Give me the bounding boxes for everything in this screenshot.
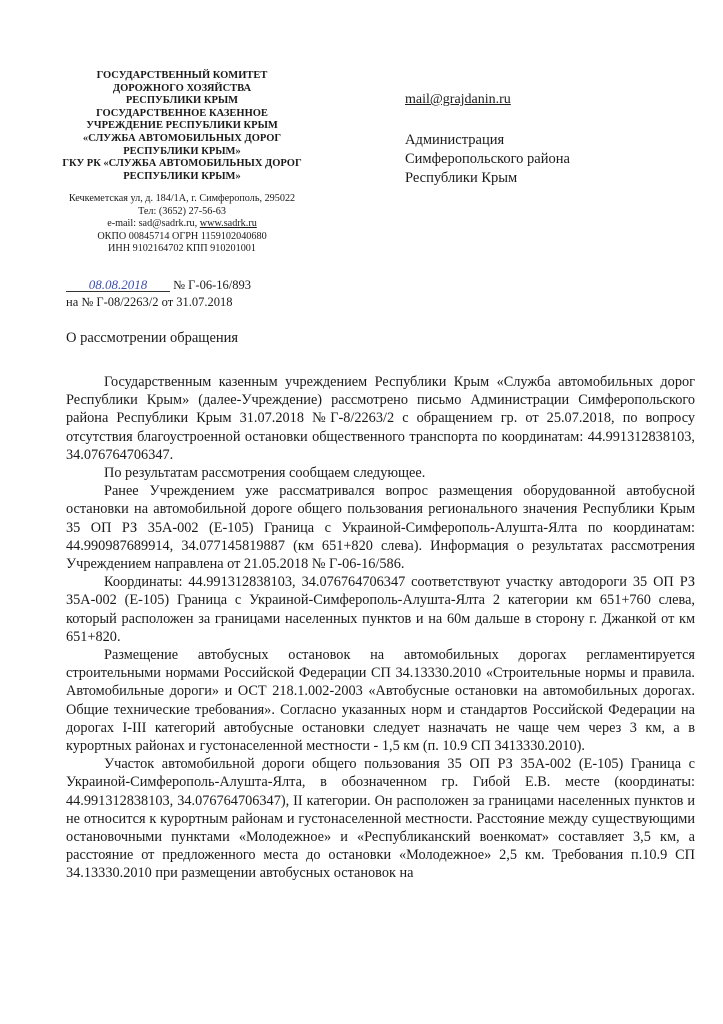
handwritten-date: 08.08.2018 xyxy=(66,278,170,292)
outgoing-number: № Г-06-16/893 xyxy=(173,278,251,292)
sender-organization-name xyxy=(58,70,306,183)
sender-email-line xyxy=(58,218,306,230)
recipient-line: Администрация xyxy=(405,132,505,148)
body-paragraph: Государственным казенным учреждением Республики Крым «Служба автомобильных дорог Республики Крым» (далее-Учреждение) рассмотрено письмо Администрации Симферопольского района Республики Крым 31.07.2018 №Г-8/2263/2 с обращением гр. от 25.07.2018, по вопросу отсутствия благоустроенной остановки общественного транспорта по координатам: 44.991312838103, 34.076764706347. xyxy=(66,374,695,463)
body-paragraph: Размещение автобусных остановок на автомобильных дорогах регламентируется строительными нормами Российской Федерации СП 34.13330.2010 «Строительные нормы и правила. Автомобильные дороги» и ОСТ 218.1.002-2003 «Автобусные остановки на автомобильных дорогах. Общие технические требования». Согласно указанных норм и стандартов Российской Федерации на дорогах I-III категорий автобусные остановки следует назначать не чаще чем через 3 км, а в курортных районах и густонаселенной местности - 1,5 км (п. 10.9 СП 3413330.2010). xyxy=(66,647,695,755)
org-name-line: РЕСПУБЛИКИ КРЫМ xyxy=(125,95,239,107)
sender-contacts xyxy=(58,193,306,255)
body-paragraph: Координаты: 44.991312838103, 34.076764706347 соответствуют участку автодороги 35 ОП РЗ 35А-002 (Е-105) Граница с Украиной-Симферополь-Алушта-Ялта 2 категории км 651+760 слева, который расположен за границами населенных пунктов и на 60м дальше в сторону г. Джанкой от км 651+820. xyxy=(66,574,695,645)
recipient-block xyxy=(405,131,570,188)
org-name-line: ГОСУДАРСТВЕННОЕ КАЗЕННОЕ xyxy=(96,107,268,119)
body-paragraph: По результатам рассмотрения сообщаем следующее. xyxy=(104,465,426,482)
sender-website-link[interactable]: www.sadrk.ru xyxy=(199,218,257,230)
org-name-line: РЕСПУБЛИКИ КРЫМ» xyxy=(123,170,241,182)
sender-phone: Тел: (3652) 27-56-63 xyxy=(138,205,226,217)
org-name-line: «СЛУЖБА АВТОМОБИЛЬНЫХ ДОРОГ xyxy=(82,132,282,144)
outgoing-reference xyxy=(66,277,251,294)
letter-body xyxy=(66,373,695,883)
sender-letterhead xyxy=(58,70,306,255)
org-name-line: ГОСУДАРСТВЕННЫЙ КОМИТЕТ xyxy=(96,70,268,81)
org-name-line: УЧРЕЖДЕНИЕ РЕСПУБЛИКИ КРЫМ xyxy=(86,120,278,132)
sender-address: Кечкеметская ул, д. 184/1А, г. Симферополь, 295022 xyxy=(68,193,296,205)
org-name-line: РЕСПУБЛИКИ КРЫМ» xyxy=(123,145,241,157)
incoming-reference: на № Г-08/2263/2 от 31.07.2018 xyxy=(66,295,233,309)
sender-inn-kpp: ИНН 9102164702 КПП 910201001 xyxy=(107,242,256,254)
body-paragraph: Участок автомобильной дороги общего пользования 35 ОП РЗ 35А-002 (Е-105) Граница с Украиной-Симферополь-Алушта-Ялта, в обозначенном гр. Гибой Е.В. месте (координаты: 44.991312838103, 34.076764706347), II категории. Он расположен за границами населенных пунктов и не относится к курортным районам и густонаселенной местности. Расстояние между существующими остановочными пунктами «Молодежное» и «Республиканский военкомат» составляет 3,5 км, а расстояние от предложенного места до остановки «Молодежное» 2,5 км. Требования п.10.9 СП 34.13330.2010 при размещении автобусных остановок на xyxy=(66,756,695,882)
recipient-line: Республики Крым xyxy=(405,170,518,186)
sender-okpo-ogrn: ОКПО 00845714 ОГРН 1159102040680 xyxy=(97,230,267,242)
recipient-line: Симферопольского района xyxy=(405,151,570,167)
body-paragraph: Ранее Учреждением уже рассматривался вопрос размещения оборудованной автобусной остановки на автомобильной дороге общего пользования регионального значения Республики Крым 35 ОП РЗ 35А-002 (Е-105) Граница с Украиной-Симферополь-Алушта-Ялта по координатам: 44.990987689914, 34.077145819887 (км 651+820 слева). Информация о результатах рассмотрения Учреждением направлена от 21.05.2018 № Г-06-16/586. xyxy=(66,483,695,573)
org-name-line: ДОРОЖНОГО ХОЗЯЙСТВА xyxy=(112,82,252,94)
recipient-email-link[interactable]: mail@grajdanin.ru xyxy=(405,92,511,107)
org-name-line: ГКУ РК «СЛУЖБА АВТОМОБИЛЬНЫХ ДОРОГ xyxy=(62,158,302,170)
sender-email: e-mail: sad@sadrk.ru, xyxy=(107,218,200,230)
letter-subject: О рассмотрении обращения xyxy=(66,330,239,346)
